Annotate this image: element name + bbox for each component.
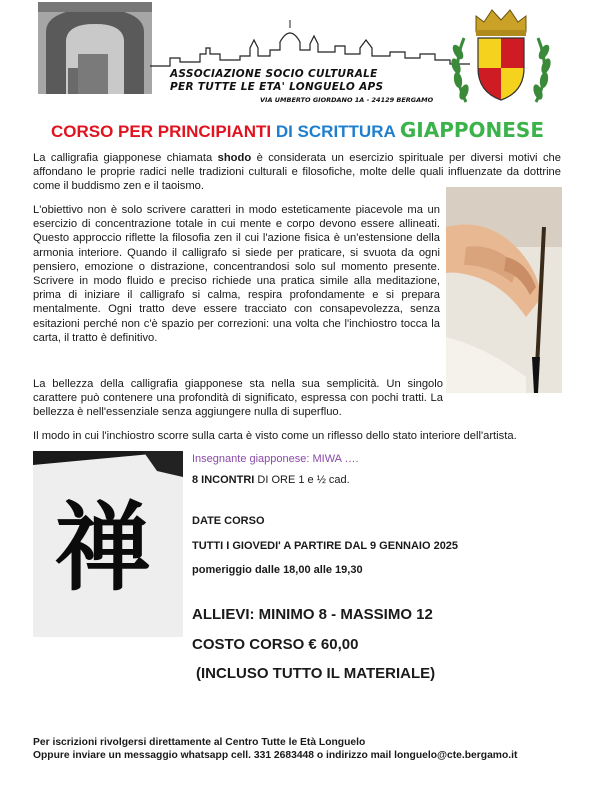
- registration-footer: [33, 736, 517, 762]
- meetings-count: 8 INCONTRI: [192, 474, 255, 486]
- archway-photo: [38, 2, 152, 94]
- zen-calligraphy-character: 禅: [55, 492, 151, 604]
- calligrapher-hand-photo: [446, 187, 562, 393]
- association-address: VIA UMBERTO GIORDANO 1A - 24129 BERGAMO: [260, 96, 434, 104]
- city-skyline-drawing: [150, 18, 470, 70]
- dates-schedule: TUTTI I GIOVEDI' A PARTIRE DAL 9 GENNAIO 2025: [192, 540, 459, 552]
- calligraphy-brush-photo: [33, 451, 183, 637]
- ink-paragraph: Il modo in cui l'inchiostro scorre sulla carta è visto come un riflesso dello stato interiore dell'artista.: [33, 430, 517, 442]
- shodo-term: shodo: [217, 152, 252, 164]
- time-schedule: pomeriggio dalle 18,00 alle 19,30: [192, 564, 363, 576]
- association-name: [170, 68, 430, 94]
- intro-text-end: è considerata un esercizio spirituale per diversi motivi che affondano le proprie radici nelle tradizioni culturali e filosofiche, molte delle quali influenzate da dottrine come il buddismo zen e il taoismo.: [33, 152, 561, 193]
- meetings-duration: DI ORE 1 e ½ cad.: [254, 474, 350, 486]
- students-limits: ALLIEVI: MINIMO 8 - MASSIMO 12: [192, 606, 433, 623]
- title-part1: CORSO PER PRINCIPIANTI: [51, 122, 272, 141]
- objective-paragraph: L'obiettivo non è solo scrivere caratteri in modo esteticamente piacevole ma un esercizio di concentrazione totale in cui mente e corpo devono essere allineati. Questo approccio riflette la filosofia zen il cui l'azione fisica è un'estensione della armonia interiore. Quando il calligrafo si siede per praticare, si svuota da ogni pensiero, emozione o distrazione, concentrandosi solo sul momento presente. Scrivere in modo fluido e preciso richiede una pratica simile alla meditazione, prima di iniziare il calligrafo si calma, respira profondamente e si prepara mentalmente. Ogni tratto deve essere tracciato con consapevolezza, senza esitazioni perché non c'è spazio per correzioni: una volta che l'inchiostro tocca la carta, il tratto è definitivo.: [33, 204, 440, 344]
- header: [0, 0, 595, 112]
- course-cost: COSTO CORSO € 60,00: [192, 636, 359, 653]
- association-name-line2: PER TUTTE LE ETA' LONGUELO APS: [170, 81, 384, 93]
- association-name-line1: ASSOCIAZIONE SOCIO CULTURALE: [170, 68, 378, 80]
- footer-line1: Per iscrizioni rivolgersi direttamente al Centro Tutte le Età Longuelo: [33, 737, 366, 748]
- course-title: [0, 118, 595, 142]
- coat-of-arms-icon: [446, 2, 556, 110]
- teacher-name: Insegnante giapponese: MIWA ….: [192, 453, 359, 465]
- meetings-info: [192, 474, 350, 486]
- beauty-paragraph: La bellezza della calligrafia giapponese sta nella sua semplicità. Un singolo carattere può contenere una profondità di significato, espressa con pochi tratti. La bellezza è nell'essenziale senza aggiungere nulla di superfluo.: [33, 378, 443, 419]
- material-included: (INCLUSO TUTTO IL MATERIALE): [196, 665, 436, 682]
- title-part3: GIAPPONESE: [399, 118, 544, 142]
- title-part2: DI SCRITTURA: [275, 122, 396, 141]
- dates-heading: DATE CORSO: [192, 515, 265, 527]
- intro-text-start: La calligrafia giapponese chiamata: [33, 152, 218, 164]
- footer-contact-line: Oppure inviare un messaggio whatsapp cell. 331 2683448 o indirizzo mail longuelo@cte.bergamo.it: [33, 750, 518, 761]
